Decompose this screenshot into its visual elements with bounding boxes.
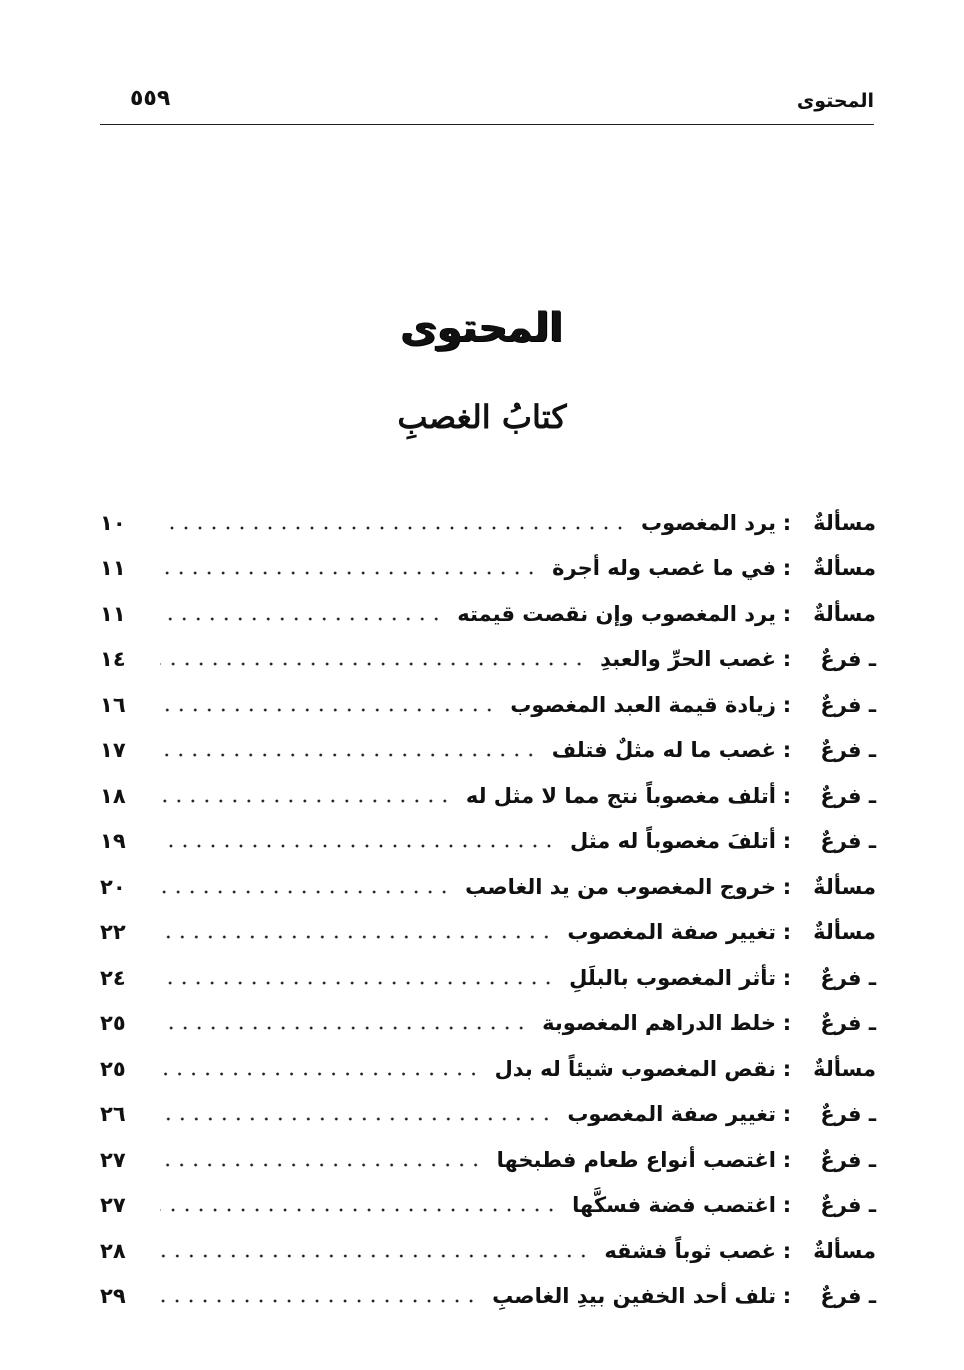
toc-entry-title: اغتصب أنواع طعام فطبخها: [496, 1147, 776, 1172]
toc-entry: [98, 773, 876, 819]
toc-entry-label: مسألةٌ: [813, 920, 876, 945]
toc-entry: [98, 1001, 876, 1047]
toc-entry-separator: :: [782, 874, 792, 899]
toc-entry-page: ٢٩: [100, 1284, 126, 1309]
toc-dot-leader: [160, 617, 443, 621]
toc-dot-leader: [160, 1026, 528, 1030]
toc-entry-separator: :: [782, 920, 792, 945]
toc-dot-leader: [160, 1117, 553, 1121]
toc-entry-label: ـ فرعٌ: [820, 647, 876, 672]
toc-entry: [98, 864, 876, 910]
toc-dot-leader: [160, 1254, 590, 1258]
toc-entry-separator: :: [782, 1056, 792, 1081]
toc-entry-label: مسألةٌ: [813, 874, 876, 899]
toc-entry-separator: :: [782, 1102, 792, 1127]
toc-entry: [98, 682, 876, 728]
toc-entry-label: مسألةٌ: [813, 601, 876, 626]
toc-entry-title: غصب ثوباً فشقه: [604, 1238, 776, 1263]
toc-dot-leader: [160, 935, 553, 939]
toc-entry-separator: :: [782, 1193, 792, 1218]
toc-entry-title: في ما غصب وله أجرة: [552, 556, 776, 581]
toc-dot-leader: [160, 753, 538, 757]
toc-entry-label: ـ فرعٌ: [820, 1284, 876, 1309]
toc-entry-page: ٢٤: [100, 965, 126, 990]
toc-entry: [98, 637, 876, 683]
toc-entry-page: ١٧: [100, 738, 126, 763]
toc-entry-separator: :: [782, 1238, 792, 1263]
toc-entry: [98, 1046, 876, 1092]
toc-entry-page: ١٨: [100, 783, 126, 808]
toc-entry-page: ١١: [100, 601, 126, 626]
toc-entry-label: ـ فرعٌ: [820, 1011, 876, 1036]
toc-entry-page: ٢٠: [100, 874, 126, 899]
toc-entry-separator: :: [782, 1147, 792, 1172]
toc-entry-label: مسألةٌ: [813, 510, 876, 535]
toc-entry-page: ١٩: [100, 829, 126, 854]
toc-entry-title: يرد المغصوب: [640, 510, 776, 535]
toc-entry: [98, 591, 876, 637]
toc-entry-separator: :: [782, 738, 792, 763]
toc-entry-separator: :: [782, 510, 792, 535]
toc-entry-page: ١٦: [100, 692, 126, 717]
toc-dot-leader: [160, 1072, 481, 1076]
toc-entry-label: ـ فرعٌ: [820, 783, 876, 808]
toc-entry-separator: :: [782, 1284, 792, 1309]
toc-entry-page: ٢٢: [100, 920, 126, 945]
toc-entry-separator: :: [782, 556, 792, 581]
toc-entry-separator: :: [782, 647, 792, 672]
toc-dot-leader: [160, 708, 496, 712]
toc-entry-separator: :: [782, 783, 792, 808]
toc-dot-leader: [160, 981, 555, 985]
toc-dot-leader: [160, 1299, 478, 1303]
toc-entry-title: أتلف مغصوباً نتج مما لا مثل له: [465, 783, 776, 808]
toc-dot-leader: [160, 662, 586, 666]
toc-entry: [98, 1092, 876, 1138]
toc-entry-label: ـ فرعٌ: [820, 965, 876, 990]
toc-entry: [98, 955, 876, 1001]
toc-entry-page: ١١: [100, 556, 126, 581]
toc-entry-page: ٢٥: [100, 1011, 126, 1036]
toc-entry-page: ١٠: [100, 510, 126, 535]
toc-entry-title: تلف أحد الخفين بيدِ الغاصبِ: [492, 1284, 776, 1309]
toc-entry-label: ـ فرعٌ: [820, 829, 876, 854]
page-title: المحتوى: [400, 305, 564, 351]
toc-entry: [98, 1137, 876, 1183]
running-title: المحتوى: [796, 90, 874, 112]
toc-entry-page: ٢٦: [100, 1102, 126, 1127]
toc-entry-separator: :: [782, 1011, 792, 1036]
toc-entry-page: ٢٧: [100, 1193, 126, 1218]
toc-entry-title: تأثر المغصوب بالبلَلِ: [569, 965, 776, 990]
toc-dot-leader: [160, 799, 452, 803]
toc-entry-page: ٢٧: [100, 1147, 126, 1172]
running-header: [100, 84, 874, 125]
toc-entry: [98, 1228, 876, 1274]
toc-entry-title: نقص المغصوب شيئاً له بدل: [494, 1056, 776, 1081]
toc-entry-label: ـ فرعٌ: [820, 1193, 876, 1218]
toc-dot-leader: [160, 1208, 558, 1212]
toc-dot-leader: [160, 526, 627, 530]
toc-entry-label: مسألةٌ: [813, 1238, 876, 1263]
page-number: ٥٥٩: [130, 86, 171, 111]
toc-entry-title: تغيير صفة المغصوب: [567, 920, 776, 945]
toc-dot-leader: [160, 1163, 483, 1167]
book-title: كتابُ الغصبِ: [397, 398, 567, 436]
toc-entry-title: خروج المغصوب من يد الغاصب: [465, 874, 776, 899]
toc-entry-separator: :: [782, 601, 792, 626]
toc-entry-title: تغيير صفة المغصوب: [567, 1102, 776, 1127]
toc-entry-title: يرد المغصوب وإن نقصت قيمته: [457, 601, 776, 626]
toc-entry-label: ـ فرعٌ: [820, 1102, 876, 1127]
toc-dot-leader: [160, 571, 538, 575]
toc-dot-leader: [160, 890, 451, 894]
toc-entry-title: اغتصب فضة فسكَّها: [572, 1193, 776, 1218]
toc-entry-title: غصب ما له مثلٌ فتلف: [551, 738, 776, 763]
toc-entry-separator: :: [782, 965, 792, 990]
toc-entry: [98, 500, 876, 546]
toc-entry: [98, 546, 876, 592]
toc-entry-page: ٢٥: [100, 1056, 126, 1081]
toc-entry-label: مسألةٌ: [813, 1056, 876, 1081]
toc-entry: [98, 1183, 876, 1229]
toc-entry-label: مسألةٌ: [813, 556, 876, 581]
toc-entry-title: زيادة قيمة العبد المغصوب: [510, 692, 776, 717]
toc-entry-label: ـ فرعٌ: [820, 1147, 876, 1172]
toc-entry: [98, 1274, 876, 1320]
toc-entry-page: ١٤: [100, 647, 126, 672]
toc-entry-label: ـ فرعٌ: [820, 738, 876, 763]
toc-entry-title: غصب الحرِّ والعبدِ: [600, 647, 776, 672]
toc-entry-separator: :: [782, 692, 792, 717]
toc-entry-page: ٢٨: [100, 1238, 126, 1263]
toc-dot-leader: [160, 844, 556, 848]
toc-entry-title: أتلفَ مغصوباً له مثل: [569, 829, 776, 854]
toc-entry-label: ـ فرعٌ: [820, 692, 876, 717]
table-of-contents: [98, 500, 876, 1319]
toc-entry: [98, 910, 876, 956]
toc-entry-separator: :: [782, 829, 792, 854]
toc-entry: [98, 819, 876, 865]
toc-entry: [98, 728, 876, 774]
toc-entry-title: خلط الدراهم المغصوبة: [542, 1011, 776, 1036]
